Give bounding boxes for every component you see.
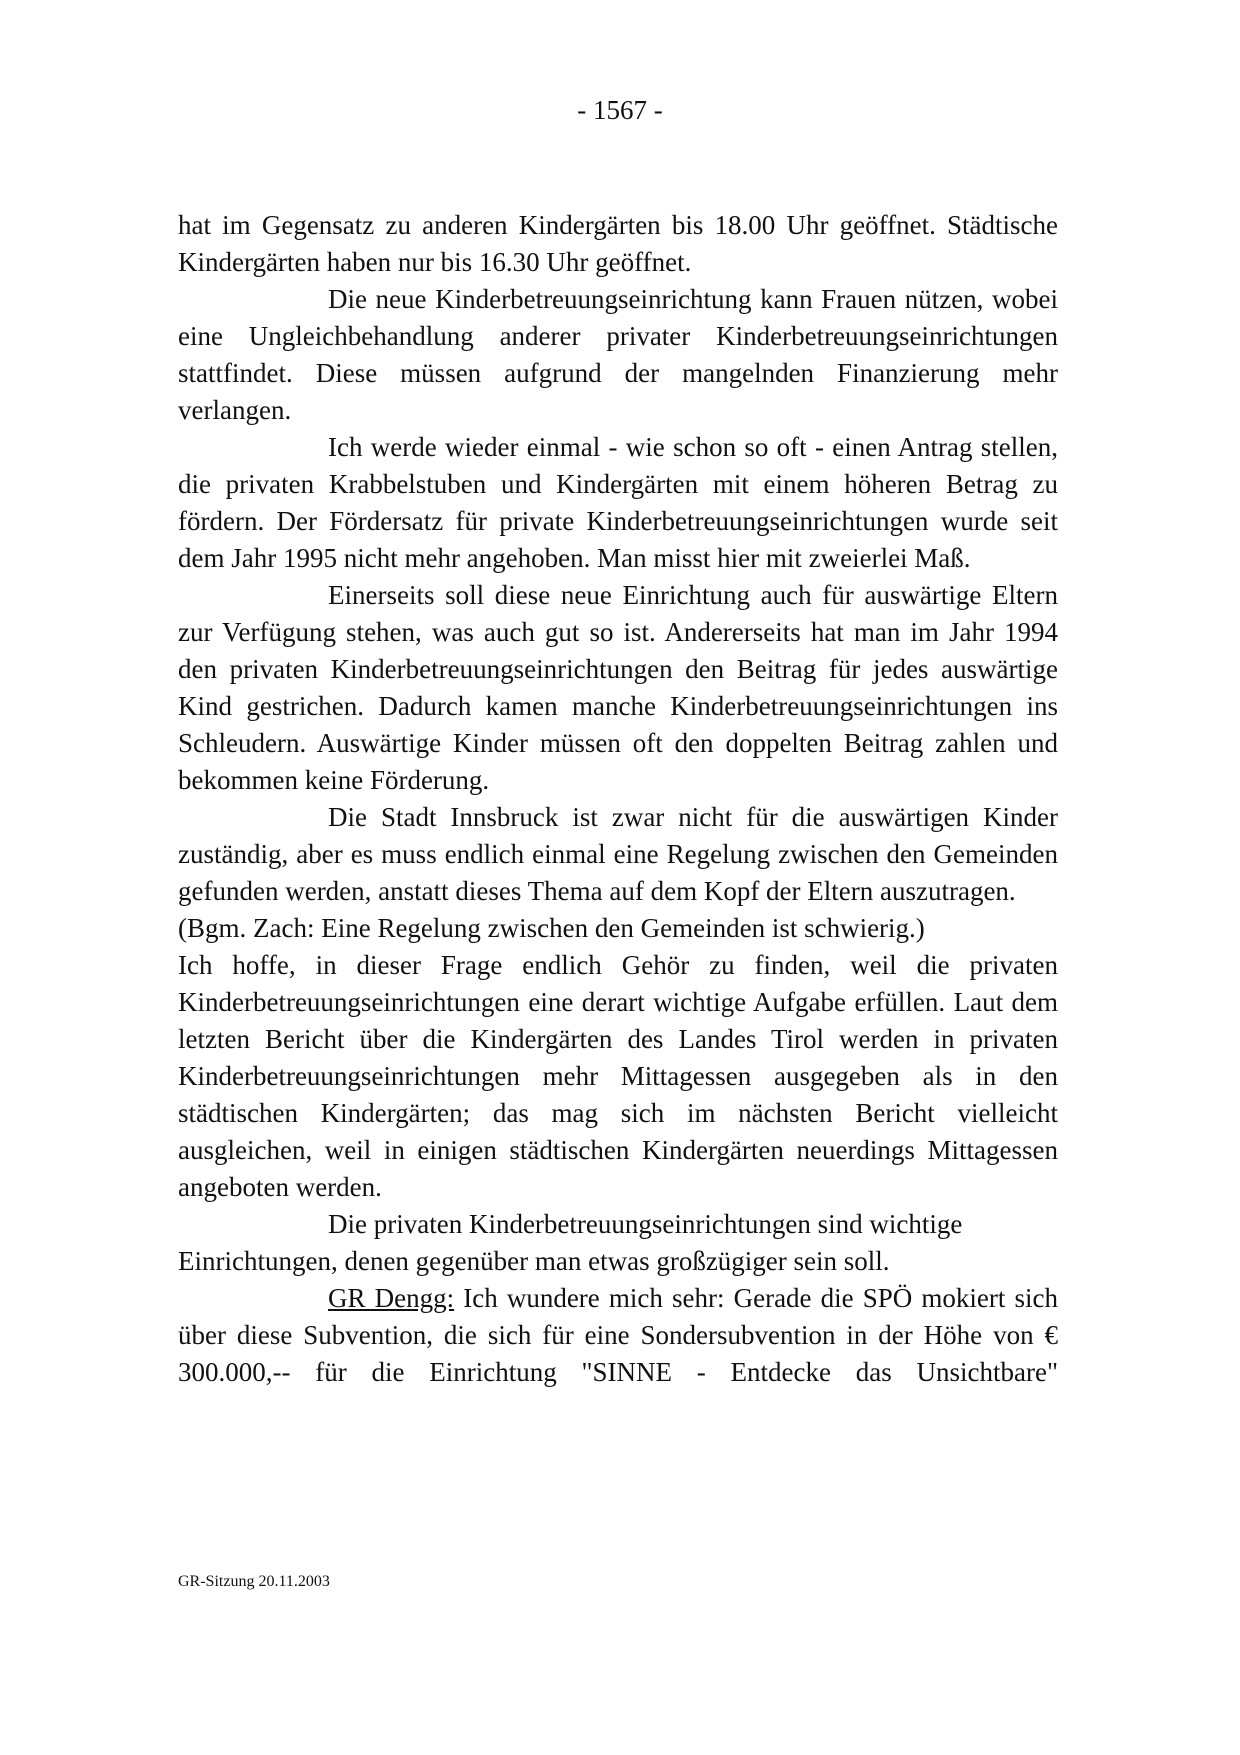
paragraph: Die Stadt Innsbruck ist zwar nicht für die auswärtigen Kinder zuständig, aber es muss endlich einmal eine Regelung zwischen den Gemeinden gefunden werden, anstatt dieses Thema auf dem Kopf der Eltern auszutragen. bbox=[178, 802, 1058, 906]
footer-session: GR-Sitzung 20.11.2003 bbox=[178, 1573, 330, 1590]
speaker-text: Ich wundere mich sehr: Gerade die SPÖ mokiert sich über diese Subvention, die sich für eine Sondersubvention in der Höhe von € 300.000,-- für die Einrichtung "SINNE - Entdecke das Unsichtbare" bbox=[178, 1283, 1058, 1387]
paragraph: hat im Gegensatz zu anderen Kindergärten bis 18.00 Uhr geöffnet. Städtische Kindergärten haben nur bis 16.30 Uhr geöffnet. bbox=[178, 210, 1058, 277]
paragraph: Die neue Kinderbetreuungseinrichtung kann Frauen nützen, wobei eine Ungleichbehandlung anderer privater Kinderbetreuungseinrichtungen stattfindet. Diese müssen aufgrund der mangelnden Finanzierung mehr verlangen. bbox=[178, 284, 1058, 425]
paragraph: Ich werde wieder einmal - wie schon so oft - einen Antrag stellen, die privaten Krabbelstuben und Kindergärten mit einem höheren Betrag zu fördern. Der Fördersatz für private Kinderbetreuungseinrichtungen wurde seit dem Jahr 1995 nicht mehr angehoben. Man misst hier mit zweierlei Maß. bbox=[178, 432, 1058, 573]
paragraph: Einerseits soll diese neue Einrichtung auch für auswärtige Eltern zur Verfügung stehen, was auch gut so ist. Andererseits hat man im Jahr 1994 den privaten Kinderbetreuungseinrichtungen den Beitrag für jedes auswärtige Kind gestrichen. Dadurch kamen manche Kinderbetreuungseinrichtungen ins Schleudern. Auswärtige Kinder müssen oft den doppelten Beitrag zahlen und bekommen keine Förderung. bbox=[178, 580, 1058, 795]
document-body bbox=[178, 207, 1058, 1391]
speaker-paragraph bbox=[178, 1280, 1058, 1391]
speaker-name: GR Dengg: bbox=[328, 1283, 455, 1313]
paragraph: Die privaten Kinderbetreuungseinrichtungen sind wichtige Einrichtungen, denen gegenüber man etwas großzügiger sein soll. bbox=[178, 1209, 963, 1276]
page-number: - 1567 - bbox=[577, 95, 663, 125]
paragraph: Ich hoffe, in dieser Frage endlich Gehör zu finden, weil die privaten Kinderbetreuungseinrichtungen eine derart wichtige Aufgabe erfüllen. Laut dem letzten Bericht über die Kindergärten des Landes Tirol werden in privaten Kinderbetreuungseinrichtungen mehr Mittagessen ausgegeben als in den städtischen Kindergärten; das mag sich im nächsten Bericht vielleicht ausgleichen, weil in einigen städtischen Kindergärten neuerdings Mittagessen angeboten werden. bbox=[178, 950, 1058, 1202]
interjection: (Bgm. Zach: Eine Regelung zwischen den Gemeinden ist schwierig.) bbox=[178, 913, 925, 943]
